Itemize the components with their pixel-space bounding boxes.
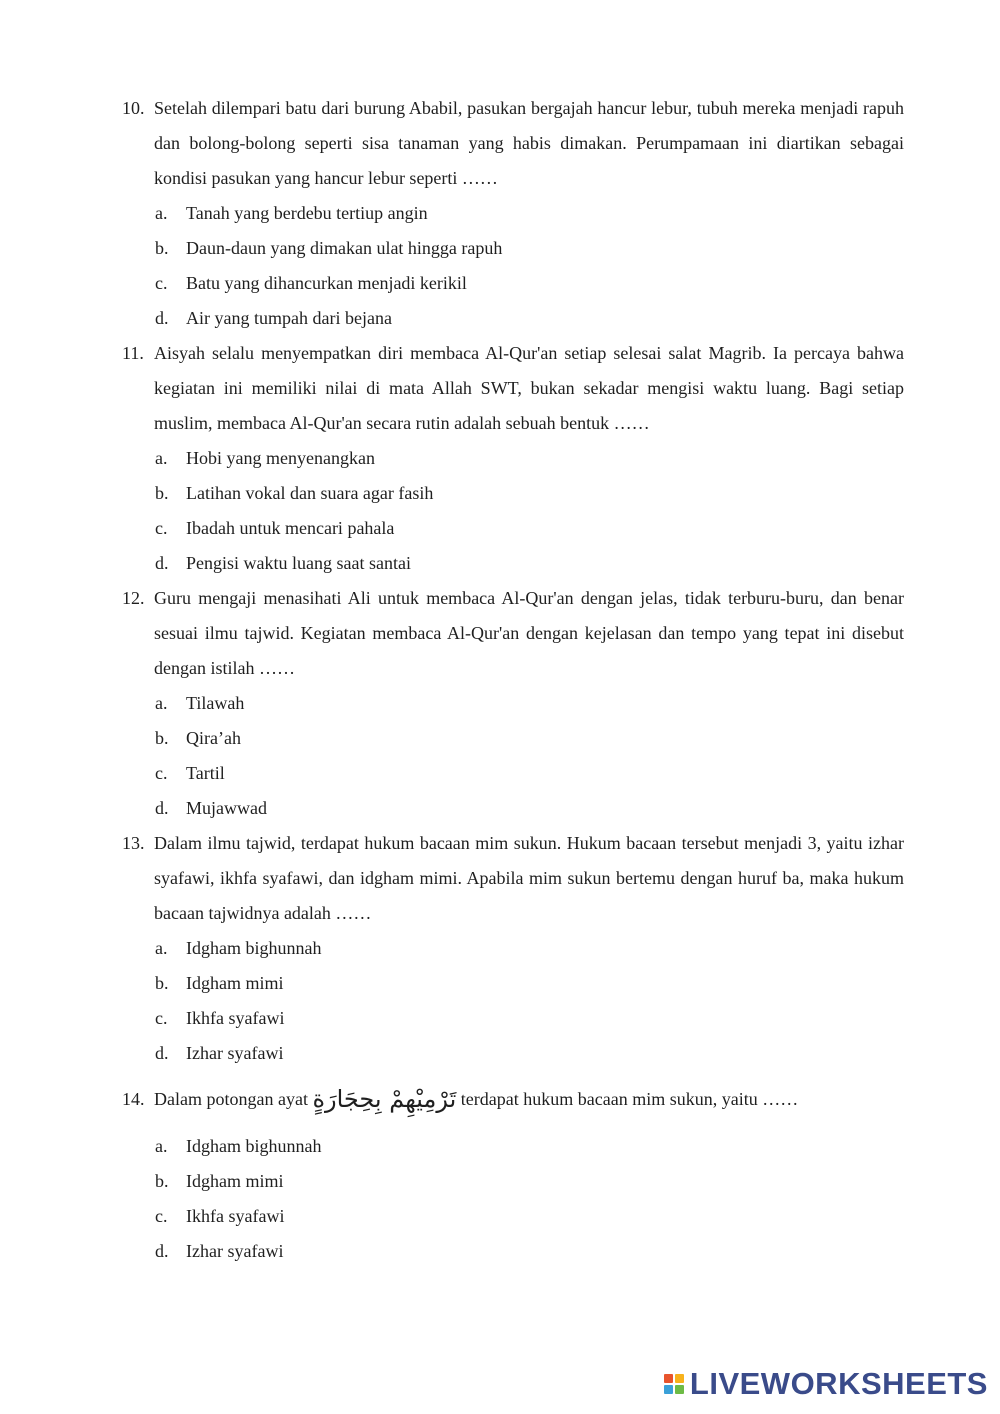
- option-b[interactable]: [122, 1164, 904, 1199]
- option-letter: b.: [155, 728, 169, 748]
- option-a[interactable]: [122, 196, 904, 231]
- question-14: [122, 1079, 904, 1269]
- option-d[interactable]: [122, 301, 904, 336]
- arabic-verse: تَرْمِيْهِمْ بِحِجَارَةٍ: [312, 1085, 457, 1113]
- option-letter: c.: [155, 1008, 168, 1028]
- option-list: [122, 686, 904, 826]
- option-list: [122, 931, 904, 1071]
- question-stem: Setelah dilempari batu dari burung Ababil, pasukan bergajah hancur lebur, tubuh mereka menjadi rapuh dan bolong-bolong seperti sisa tanaman yang habis dimakan. Perumpamaan ini diartikan sebagai kondisi pasukan yang hancur lebur seperti ……: [154, 98, 904, 188]
- option-text: Daun-daun yang dimakan ulat hingga rapuh: [186, 238, 503, 258]
- question-number: 11.: [122, 343, 144, 363]
- option-d[interactable]: [122, 1036, 904, 1071]
- option-letter: a.: [155, 203, 168, 223]
- question-10: [122, 91, 904, 336]
- option-text: Idgham bighunnah: [186, 938, 322, 958]
- option-letter: b.: [155, 238, 169, 258]
- option-text: Tilawah: [186, 693, 245, 713]
- option-letter: b.: [155, 483, 169, 503]
- option-letter: c.: [155, 518, 168, 538]
- option-text: Idgham bighunnah: [186, 1136, 322, 1156]
- option-b[interactable]: [122, 476, 904, 511]
- option-d[interactable]: [122, 1234, 904, 1269]
- option-text: Mujawwad: [186, 798, 267, 818]
- option-list: [122, 1129, 904, 1269]
- option-letter: d.: [155, 553, 169, 573]
- option-letter: c.: [155, 763, 168, 783]
- option-text: Qira’ah: [186, 728, 241, 748]
- option-a[interactable]: [122, 1129, 904, 1164]
- option-text: Izhar syafawi: [186, 1241, 284, 1261]
- option-c[interactable]: [122, 1199, 904, 1234]
- option-text: Hobi yang menyenangkan: [186, 448, 375, 468]
- option-letter: a.: [155, 1136, 168, 1156]
- option-list: [122, 196, 904, 336]
- question-number: 10.: [122, 98, 145, 118]
- option-letter: d.: [155, 1043, 169, 1063]
- question-stem: Aisyah selalu menyempatkan diri membaca Al-Qur'an setiap selesai salat Magrib. Ia percaya bahwa kegiatan ini memiliki nilai di mata Allah SWT, bukan sekadar mengisi waktu luang. Bagi setiap muslim, membaca Al-Qur'an secara rutin adalah sebuah bentuk ……: [154, 343, 904, 433]
- option-text: Pengisi waktu luang saat santai: [186, 553, 411, 573]
- liveworksheets-logo-icon: [664, 1374, 684, 1394]
- option-text: Air yang tumpah dari bejana: [186, 308, 392, 328]
- stem-text-after: terdapat hukum bacaan mim sukun, yaitu ……: [460, 1089, 799, 1109]
- liveworksheets-logo: [664, 1366, 988, 1402]
- logo-square-3: [664, 1385, 673, 1394]
- option-letter: a.: [155, 448, 168, 468]
- option-text: Tanah yang berdebu tertiup angin: [186, 203, 428, 223]
- option-a[interactable]: [122, 686, 904, 721]
- question-stem: Guru mengaji menasihati Ali untuk membaca Al-Qur'an dengan jelas, tidak terburu-buru, dan benar sesuai ilmu tajwid. Kegiatan membaca Al-Qur'an dengan kejelasan dan tempo yang tepat ini disebut dengan istilah ……: [154, 588, 904, 678]
- option-text: Tartil: [186, 763, 225, 783]
- option-b[interactable]: [122, 231, 904, 266]
- option-text: Ikhfa syafawi: [186, 1008, 285, 1028]
- option-b[interactable]: [122, 721, 904, 756]
- question-12: [122, 581, 904, 826]
- brand-name: LIVEWORKSHEETS: [689, 1366, 988, 1401]
- option-letter: b.: [155, 973, 169, 993]
- option-text: Izhar syafawi: [186, 1043, 284, 1063]
- logo-square-2: [675, 1374, 684, 1383]
- option-text: Batu yang dihancurkan menjadi kerikil: [186, 273, 467, 293]
- option-text: Latihan vokal dan suara agar fasih: [186, 483, 434, 503]
- option-d[interactable]: [122, 546, 904, 581]
- option-c[interactable]: [122, 511, 904, 546]
- option-text: Ikhfa syafawi: [186, 1206, 285, 1226]
- option-letter: c.: [155, 1206, 168, 1226]
- question-13: [122, 826, 904, 1071]
- stem-text-before: Dalam potongan ayat: [154, 1089, 308, 1109]
- option-a[interactable]: [122, 441, 904, 476]
- option-letter: a.: [155, 693, 168, 713]
- question-number: 12.: [122, 588, 145, 608]
- logo-square-1: [664, 1374, 673, 1383]
- question-number: 13.: [122, 833, 145, 853]
- logo-square-4: [675, 1385, 684, 1394]
- option-letter: d.: [155, 798, 169, 818]
- question-11: [122, 336, 904, 581]
- option-d[interactable]: [122, 791, 904, 826]
- question-stem: Dalam ilmu tajwid, terdapat hukum bacaan mim sukun. Hukum bacaan tersebut menjadi 3, yaitu izhar syafawi, ikhfa syafawi, dan idgham mimi. Apabila mim sukun bertemu dengan huruf ba, maka hukum bacaan tajwidnya adalah ……: [154, 833, 904, 923]
- question-stem: [154, 1079, 904, 1119]
- option-a[interactable]: [122, 931, 904, 966]
- option-text: Idgham mimi: [186, 973, 284, 993]
- option-c[interactable]: [122, 756, 904, 791]
- option-letter: d.: [155, 1241, 169, 1261]
- option-c[interactable]: [122, 1001, 904, 1036]
- option-b[interactable]: [122, 966, 904, 1001]
- option-letter: d.: [155, 308, 169, 328]
- option-text: Idgham mimi: [186, 1171, 284, 1191]
- option-c[interactable]: [122, 266, 904, 301]
- option-text: Ibadah untuk mencari pahala: [186, 518, 395, 538]
- option-letter: b.: [155, 1171, 169, 1191]
- option-letter: c.: [155, 273, 168, 293]
- option-letter: a.: [155, 938, 168, 958]
- option-list: [122, 441, 904, 581]
- question-number: 14.: [122, 1089, 145, 1109]
